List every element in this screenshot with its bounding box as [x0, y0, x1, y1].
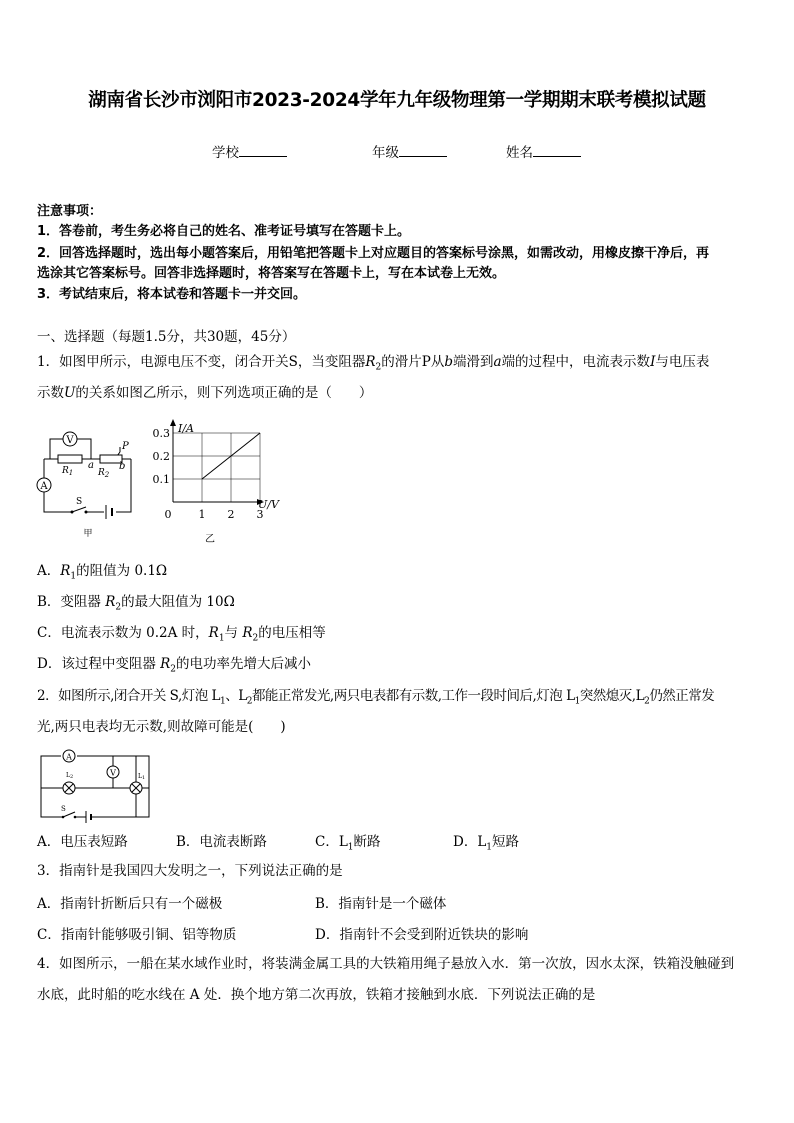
lamp-l2 — [63, 772, 75, 794]
svg-text:A: A — [66, 752, 72, 762]
y-tick-label: 0.3 — [152, 427, 170, 440]
ammeter-symbol — [37, 478, 51, 492]
terminal-a-label: a — [88, 460, 94, 471]
svg-text:L1: L1 — [138, 773, 146, 781]
q3-option-a: A．指南针折断后只有一个磁极 — [37, 896, 223, 912]
y-axis-label: I/A — [178, 422, 194, 435]
q2-option-c: C．$L_1$断路 — [315, 834, 381, 853]
figure-jia-label: 甲 — [83, 529, 93, 539]
grade-blank — [399, 144, 447, 157]
resistor-r1 — [58, 455, 82, 463]
q1-option-b: B．变阻器 $R_2$的最大阻值为 10Ω — [37, 594, 235, 613]
question-3-stem: 3．指南针是我国四大发明之一，下列说法正确的是 — [37, 863, 343, 879]
notice-item: 1．答卷前，考生务必将自己的姓名、准考证号填写在答题卡上。 — [37, 224, 411, 239]
question-4-line-2: 水底，此时船的吃水线在 A 处．换个地方第二次再放，铁箱才接触到水底．下列说法正确的是 — [37, 987, 596, 1003]
svg-text:V: V — [110, 768, 116, 778]
q1-option-a: A．$R_1$的阻值为 0.1Ω — [37, 563, 168, 582]
svg-text:L2: L2 — [66, 772, 74, 780]
school-blank — [239, 144, 287, 157]
x-tick-label: 2 — [227, 508, 235, 521]
question-4-line-1: 4．如图所示，一船在某水域作业时，将装满金属工具的大铁箱用绳子悬放入水．第一次放，因水太深，铁箱没触碰到 — [37, 956, 735, 972]
school-field: 学校 — [212, 141, 287, 161]
lamp-l1 — [130, 773, 145, 794]
r2-label: $R_2$ — [98, 468, 110, 479]
question-1-line-2: 示数U的关系如图乙所示，则下列选项正确的是（ ） — [37, 385, 373, 401]
x-tick-label: 0 — [164, 508, 172, 521]
svg-text:V: V — [66, 435, 74, 446]
switch-symbol — [71, 497, 88, 514]
slider-p-label: P — [122, 441, 129, 452]
name-blank — [533, 144, 581, 157]
q1-iu-graph — [148, 416, 288, 546]
y-tick-label: 0.2 — [152, 450, 170, 463]
question-2-line-1: 2．如图所示,闭合开关 S,灯泡 $L_1$、$L_2$都能正常发光,两只电表都有示数,工作一段时间后,灯泡 $L_1$突然熄灭$,L_2$仍然正常发 — [37, 688, 715, 707]
notice-item: 选涂其它答案标号。回答非选择题时，将答案写在答题卡上，写在本试卷上无效。 — [37, 266, 506, 281]
question-1-line-1: 1．如图甲所示，电源电压不变，闭合开关S，当变阻器$R_2$的滑片P从b端滑到a端的过程中，电流表示数I与电压表 — [37, 354, 710, 373]
q2-option-d: D．$L_1$短路 — [453, 834, 520, 853]
q3-option-c: C．指南针能够吸引铜、铝等物质 — [37, 927, 237, 943]
y-tick-label: 0.1 — [152, 473, 170, 486]
q3-option-d: D．指南针不会受到附近铁块的影响 — [315, 927, 529, 943]
terminal-b-label: b — [119, 461, 126, 472]
y-axis-arrow — [170, 419, 176, 426]
ammeter-symbol — [63, 750, 75, 762]
page-title: 湖南省长沙市浏阳市2023-2024学年九年级物理第一学期期末联考模拟试题 — [88, 90, 706, 111]
battery-symbol — [106, 505, 112, 519]
q2-option-a: A．电压表短路 — [37, 834, 128, 850]
svg-text:A: A — [40, 481, 48, 492]
section-heading: 一、选择题（每题1.5分，共30题，45分） — [37, 329, 296, 345]
voltmeter-symbol — [63, 432, 77, 446]
q2-circuit-diagram — [36, 744, 156, 824]
figure-yi-label: 乙 — [205, 534, 215, 545]
q2-option-b: B．电流表断路 — [176, 834, 267, 850]
x-tick-label: 1 — [198, 508, 206, 521]
svg-text:S: S — [61, 805, 66, 813]
question-2-line-2: 光,两只电表均无示数,则故障可能是( ) — [37, 719, 286, 735]
r1-label: $R_1$ — [62, 466, 74, 477]
notice-item: 3．考试结束后，将本试卷和答题卡一并交回。 — [37, 287, 307, 302]
q3-option-b: B．指南针是一个磁体 — [315, 896, 447, 912]
voltmeter-symbol — [107, 766, 119, 778]
svg-text:S: S — [76, 497, 83, 507]
x-tick-label: 3 — [256, 508, 264, 521]
notice-heading: 注意事项： — [37, 204, 103, 219]
q1-circuit-diagram — [36, 425, 146, 540]
q1-option-d: D．该过程中变阻器 $R_2$的电功率先增大后减小 — [37, 656, 312, 675]
notice-item: 2．回答选择题时，选出每小题答案后，用铅笔把答题卡上对应题目的答案标号涂黑，如需改动，用橡皮擦干净后，再 — [37, 246, 710, 261]
x-axis-label: U/V — [258, 498, 279, 511]
name-field: 姓名 — [506, 141, 581, 161]
grade-field: 年级 — [372, 141, 447, 161]
q1-option-c: C．电流表示数为 0.2A 时，$R_1$与 $R_2$的电压相等 — [37, 625, 326, 644]
